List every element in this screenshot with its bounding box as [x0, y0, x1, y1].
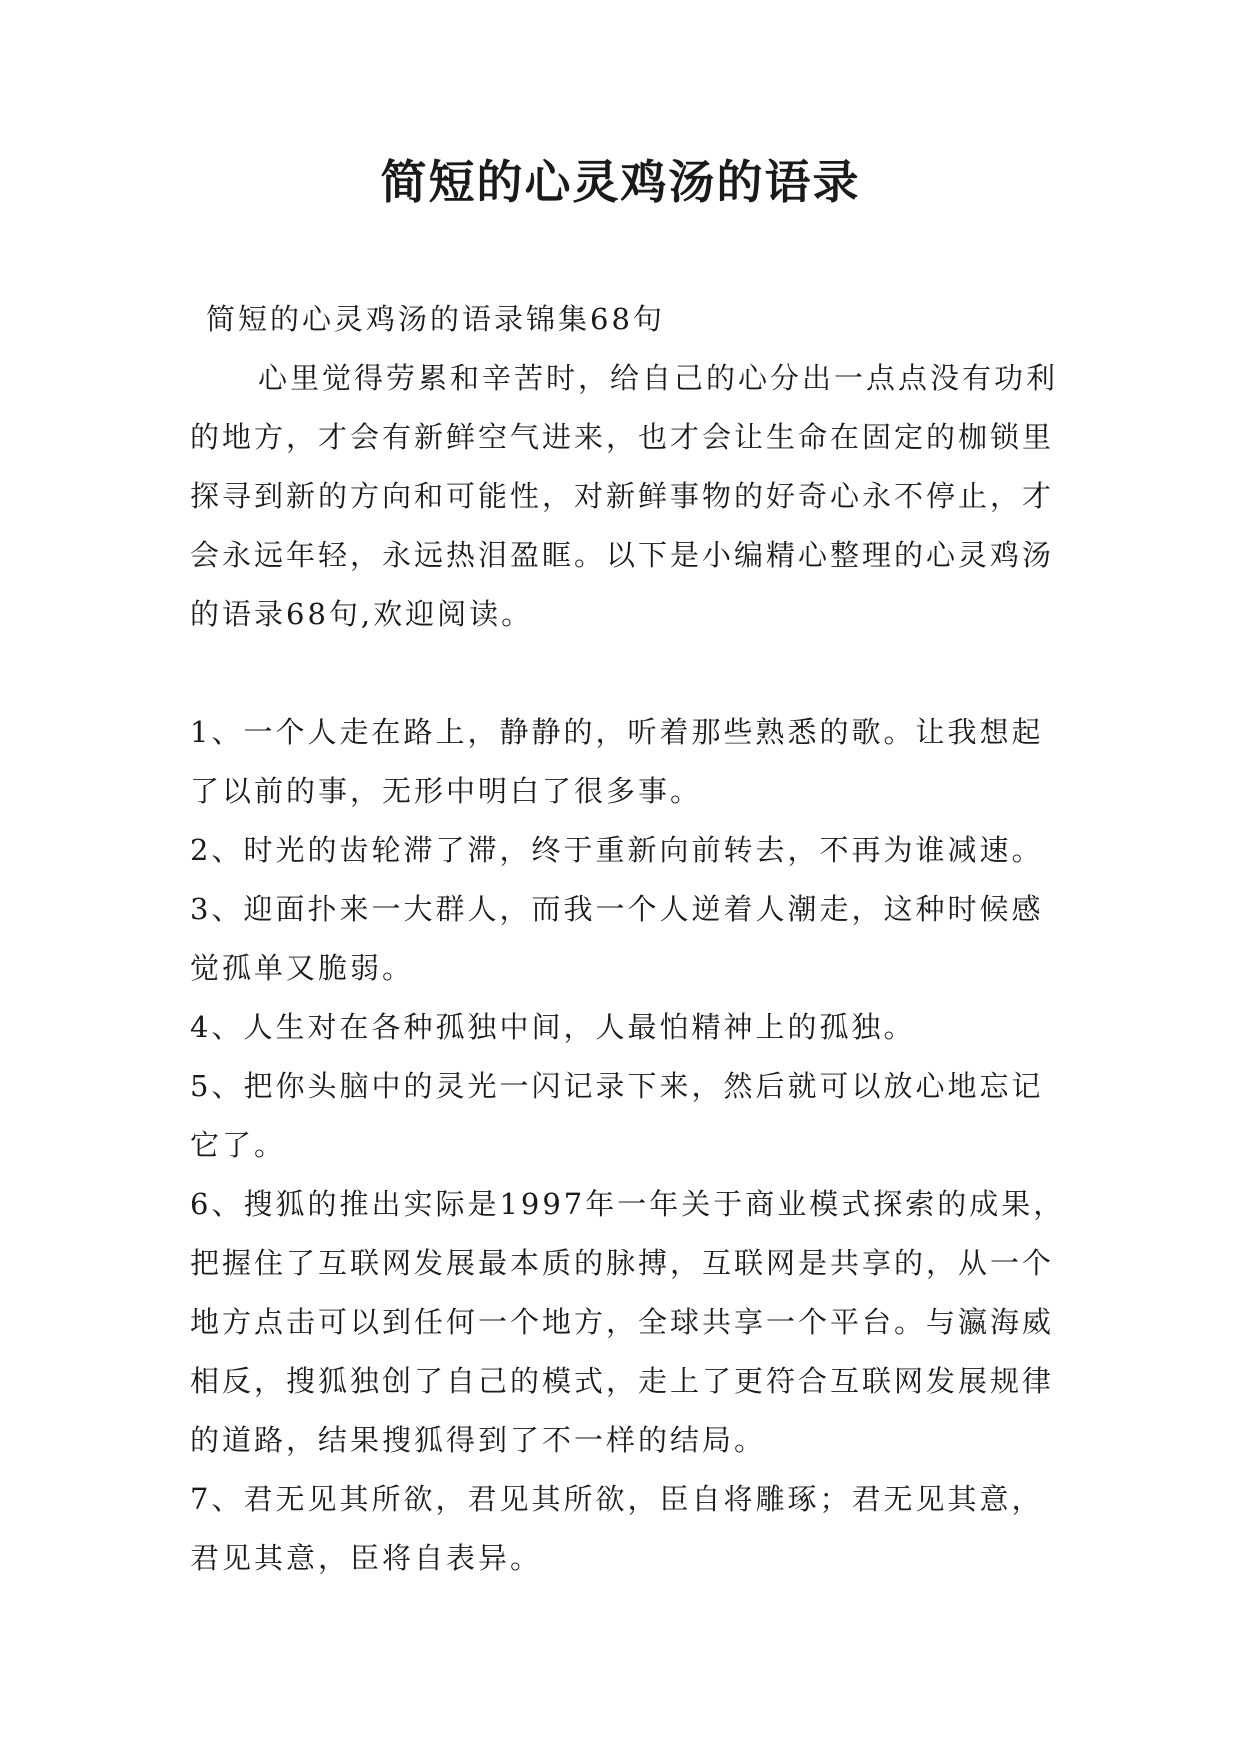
quote-item: 1、一个人走在路上，静静的，听着那些熟悉的歌。让我想起了以前的事，无形中明白了很多事。: [190, 715, 1044, 808]
document-body: [190, 290, 1070, 1588]
quote-item: 7、君无见其所欲，君见其所欲，臣自将雕琢；君无见其意，君见其意，臣将自表异。: [190, 1482, 1044, 1575]
quote-item: 2、时光的齿轮滞了滞，终于重新向前转去，不再为谁减速。: [190, 833, 1044, 867]
paragraph-spacer: [190, 644, 1070, 703]
quote-item: 6、搜狐的推出实际是1997年一年关于商业模式探索的成果，把握住了互联网发展最本质的脉搏，互联网是共享的，从一个地方点击可以到任何一个地方，全球共享一个平台。与瀛海威相反，搜狐独创了自己的模式，走上了更符合互联网发展规律的道路，结果搜狐得到了不一样的结局。: [190, 1187, 1066, 1457]
subtitle: 简短的心灵鸡汤的语录锦集68句: [206, 302, 665, 336]
quote-item: 3、迎面扑来一大群人，而我一个人逆着人潮走，这种时候感觉孤单又脆弱。: [190, 892, 1044, 985]
quote-item: 4、人生对在各种孤独中间，人最怕精神上的孤独。: [190, 1010, 916, 1044]
page-title: 简短的心灵鸡汤的语录: [380, 155, 861, 209]
quote-item: 5、把你头脑中的灵光一闪记录下来，然后就可以放心地忘记它了。: [190, 1069, 1044, 1162]
intro-paragraph: 心里觉得劳累和辛苦时，给自己的心分出一点点没有功利的地方，才会有新鲜空气进来，也才会让生命在固定的枷锁里探寻到新的方向和可能性，对新鲜事物的好奇心永不停止，才会永远年轻，永远热泪盈眶。以下是小编精心整理的心灵鸡汤的语录68句,欢迎阅读。: [190, 361, 1059, 631]
